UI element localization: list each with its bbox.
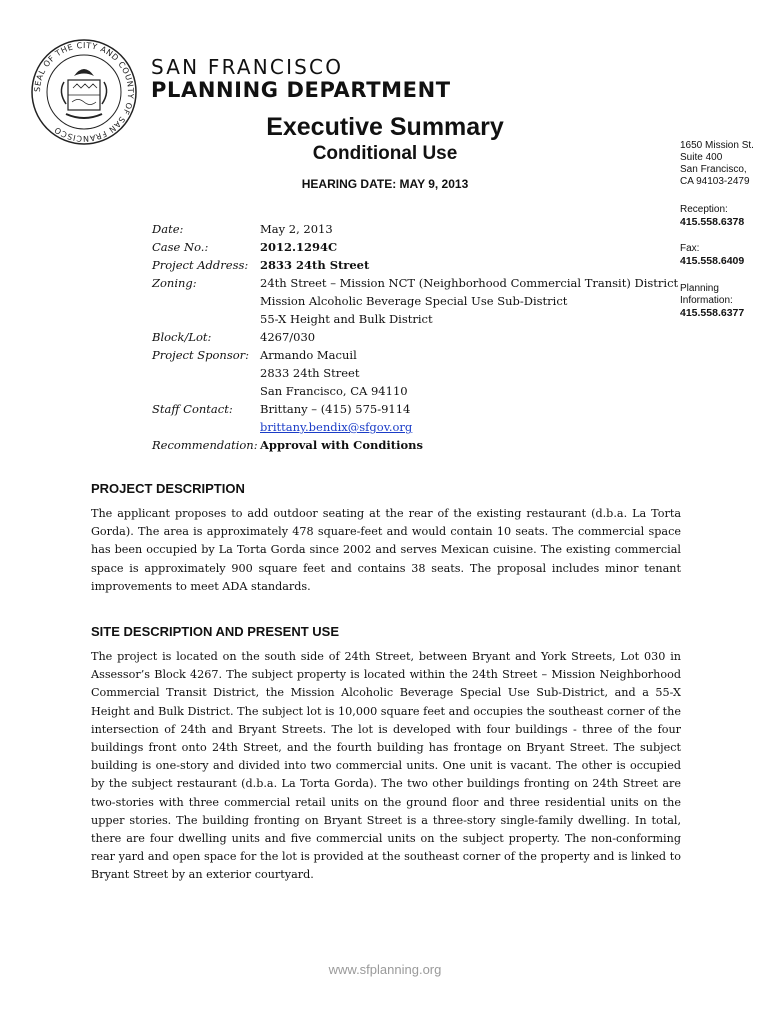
dept-line-2: PLANNING DEPARTMENT [151,78,451,102]
meta-value: 4267/030 [260,330,316,344]
meta-row-block [152,328,678,346]
planning-label: Information: [680,295,733,306]
meta-label: Block/Lot: [152,330,212,344]
project-description-text: The applicant proposes to add outdoor seating at the rear of the existing restaurant (d.b.a. La Torta Gorda). The area is approximately 478 square-feet and would contain 10 seats. The commercial space has been occupied by La Torta Gorda since 2002 and serves Mexican cuisine. The existing commercial space is approximately 900 square feet and contains 38 seats. The proposal includes minor tenant improvements to meet ADA standards. [91,507,681,593]
document-subtitle: Conditional Use [312,143,458,164]
site-description-heading: SITE DESCRIPTION AND PRESENT USE [91,624,339,639]
meta-label: Project Sponsor: [152,348,250,362]
svg-text:SEAL OF THE CITY AND COUNTY OF: SEAL OF THE CITY AND COUNTY OF SAN FRANCISCO [32,40,136,144]
planning-label: Planning [680,283,719,294]
reception-label: Reception: [680,204,728,215]
project-description-heading: PROJECT DESCRIPTION [91,481,245,496]
fax-contact [680,243,744,267]
case-number: 2012.1294C [260,240,338,254]
meta-label: Case No.: [152,240,209,254]
zoning-line: 55-X Height and Bulk District [260,312,433,326]
planning-contact [680,283,744,319]
recommendation: Approval with Conditions [260,438,423,452]
meta-label: Zoning: [152,276,197,290]
address-line: Suite 400 [680,152,723,163]
reception-number: 415.558.6378 [680,216,745,228]
office-address [680,140,754,188]
meta-label: Date: [152,222,184,236]
footer-url: www.sfplanning.org [328,962,442,977]
meta-value: May 2, 2013 [260,222,333,236]
meta-label: Staff Contact: [152,402,233,416]
sponsor-line: San Francisco, CA 94110 [260,384,408,398]
staff-contact: Brittany – (415) 575-9114 [260,402,411,416]
address-line: 1650 Mission St. [680,140,754,151]
zoning-line: Mission Alcoholic Beverage Special Use Sub-District [260,294,568,308]
meta-row-address [152,256,678,274]
address-line: San Francisco, [680,164,747,175]
address-line: CA 94103-2479 [680,176,750,187]
meta-row-zoning [152,274,678,328]
hearing-date: HEARING DATE: MAY 9, 2013 [301,177,469,191]
meta-row-staff [152,400,678,436]
document-title: Executive Summary [266,113,504,141]
planning-number: 415.558.6377 [680,307,745,319]
sponsor-line: Armando Macuil [260,348,357,362]
project-address: 2833 24th Street [260,258,370,272]
meta-label: Recommendation: [152,438,258,452]
fax-number: 415.558.6409 [680,255,745,267]
staff-email-link[interactable]: brittany.bendix@sfgov.org [260,420,413,434]
meta-row-date [152,220,678,238]
dept-line-1: SAN FRANCISCO [151,55,344,79]
case-metadata [152,220,678,454]
fax-label: Fax: [680,243,700,254]
meta-row-sponsor [152,346,678,400]
meta-row-recommendation [152,436,678,454]
sponsor-line: 2833 24th Street [260,366,360,380]
reception-contact [680,204,744,228]
zoning-line: 24th Street – Mission NCT (Neighborhood Commercial Transit) District [260,276,679,290]
department-name [151,56,451,102]
meta-label: Project Address: [152,258,249,272]
site-description-text: The project is located on the south side of 24th Street, between Bryant and York Streets, Lot 030 in Assessor’s Block 4267. The subject property is located within the 24th Street – Mission Neighborhood Commercial Transit District, the Mission Alcoholic Beverage Special Use Sub-District, and a 55-X Height and Bulk District. The subject lot is 10,000 square feet and occupies the southeast corner of the intersection of 24th and Bryant Streets. The lot is developed with four buildings - three of the four buildings front onto 24th Street, and the fourth building has frontage on Bryant Street. The subject building is one-story and divided into two commercial units. One unit is vacant. The other is occupied by the subject restaurant (d.b.a. La Torta Gorda). The two other buildings fronting on 24th Street are two-stories with three commercial retail units on the ground floor and three residential units on the upper stories. The building fronting on Bryant Street is a three-story single-family dwelling. In total, there are four dwelling units and five commercial units on the subject property. The non-conforming rear yard and open space for the lot is provided at the southeast corner of the property and is linked to Bryant Street by an exterior courtyard. [91,650,681,882]
meta-row-case [152,238,678,256]
